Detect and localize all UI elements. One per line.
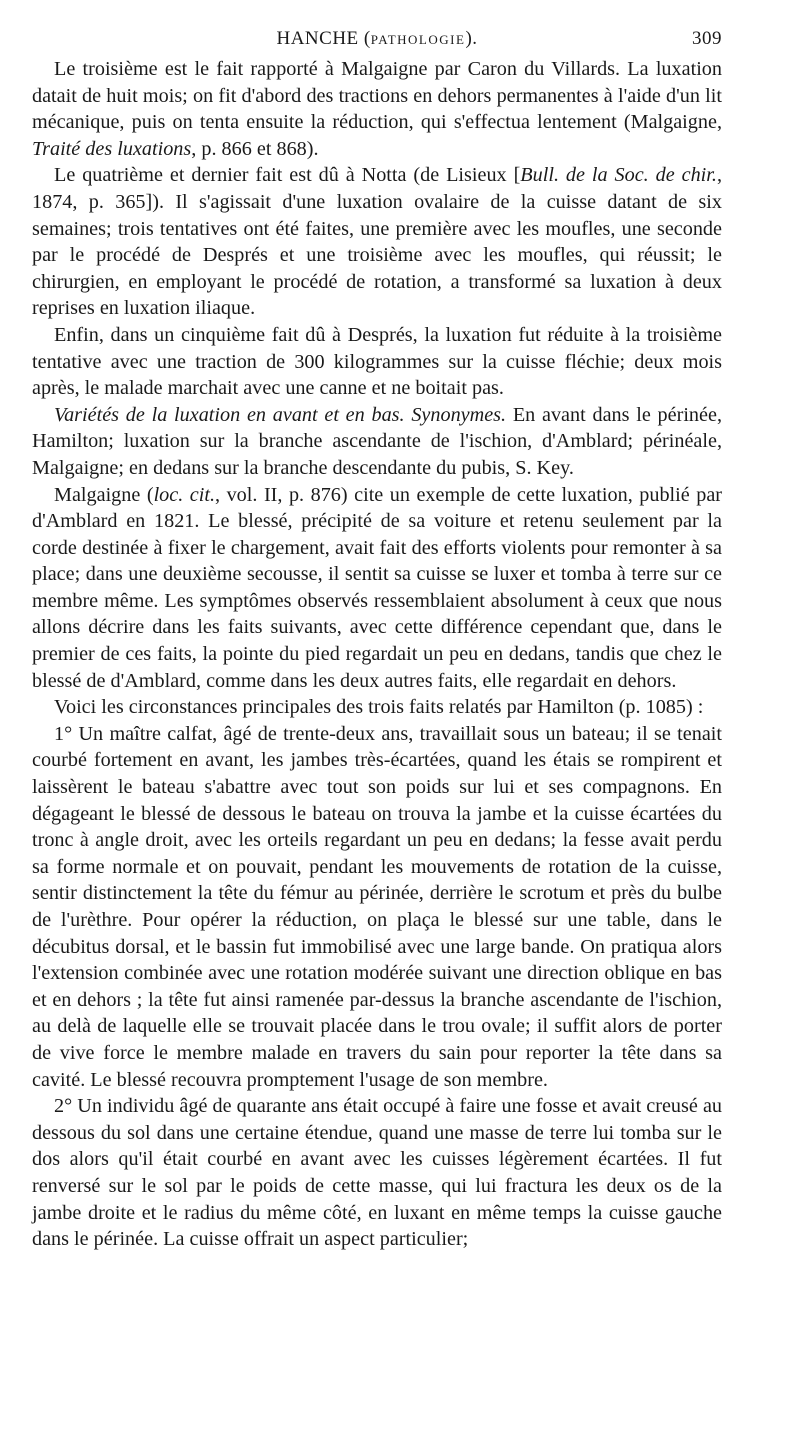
paragraph <box>32 694 722 721</box>
book-page <box>32 22 722 1253</box>
text-run: 1° Un maître calfat, âgé de trente-deux ans, travaillait sous un bateau; il se tenait courbé fortement en avant, les jambes très-écartées, quand les étais se rompirent et laissèrent le bateau s'abattre avec tout son poids sur lui et ses compagnons. En dégageant le blessé de dessous le bateau on trouva la jambe et la cuisse écartées du tronc à angle droit, avec les orteils regardant un peu en dedans; la fesse avait perdu sa forme normale et on pouvait, pendant les mouvements de rotation de la cuisse, sentir distinctement la tête du fémur au périnée, derrière le scrotum et près du bulbe de l'urèthre. Pour opérer la réduction, on plaça le blessé sur une table, dans le décubitus dorsal, et le bassin fut immobilisé avec une large bande. On pratiqua alors l'extension combinée avec une rotation modérée suivant une direction oblique en bas et en dehors ; la tête fut ainsi ramenée par-dessus la branche ascendante de l'ischion, au delà de laquelle elle se trouvait placée dans le trou ovale; il suffit alors de porter de vive force le membre malade en travers du sain pour reporter la tête dans sa cavité. Le blessé recouvra promptement l'usage de son membre. <box>32 722 722 1091</box>
running-head <box>32 22 722 56</box>
paragraph <box>32 482 722 695</box>
text-run: 2° Un individu âgé de quarante ans était occupé à faire une fosse et avait creusé au dessous du sol dans une certaine étendue, quand une masse de terre lui tomba sur le dos alors qu'il était courbé en avant avec les cuisses légèrement écartées. Il fut renversé sur le sol par le poids de cette masse, qui lui fractura les deux os de la jambe droite et le radius du même côté, en luxant en même temps la cuisse gauche dans le périnée. La cuisse offrait un aspect particulier; <box>32 1095 722 1251</box>
paragraph <box>32 1093 722 1253</box>
running-title: HANCHE (PATHOLOGIE). <box>276 28 478 49</box>
text-run: , p. 866 et 868). <box>191 137 319 160</box>
text-run: Malgaigne ( <box>54 483 154 506</box>
paragraph <box>32 56 722 162</box>
italic-text: Variétés de la luxation en avant et en bas. Synonymes. <box>54 403 507 426</box>
text-run: En avant dans le périnée, Hamilton; luxation sur la branche ascendante de l'ischion, d'Amblard; périnéale, Malgaigne; en dedans sur la branche descendante du pubis, S. Key. <box>32 403 722 479</box>
italic-text: loc. cit. <box>153 483 216 506</box>
italic-text: Bull. de la Soc. de chir. <box>520 164 717 187</box>
paragraph <box>32 162 722 322</box>
italic-text: Traité des luxations <box>32 137 192 160</box>
text-run: Le troisième est le fait rapporté à Malgaigne par Caron du Villards. La luxation datait de huit mois; on fit d'abord des tractions en dehors permanentes à l'aide d'un lit mécanique, puis on tenta ensuite la réduction, qui s'effectua lentement (Malgaigne, <box>32 58 722 134</box>
text-run: Enfin, dans un cinquième fait dû à Després, la luxation fut réduite à la troisième tentative avec une traction de 300 kilogrammes sur la cuisse fléchie; deux mois après, le malade marchait avec une canne et ne boitait pas. <box>32 323 722 400</box>
text-run: Voici les circonstances principales des trois faits relatés par Hamilton (p. 1085) : <box>54 696 704 719</box>
running-title-main: HANCHE <box>276 28 359 49</box>
body-text <box>32 56 722 1253</box>
page-number: 309 <box>692 28 722 49</box>
paragraph <box>32 322 722 402</box>
paragraph <box>32 721 722 1093</box>
running-title-sub: PATHOLOGIE <box>370 32 466 47</box>
text-run: , 1874, p. 365]). Il s'agissait d'une luxation ovalaire de la cuisse datant de six semaines; trois tentatives ont été faites, une première avec les moufles, une seconde par le procédé de Després et une troisième avec les moufles, qui réussit; le chirurgien, en employant le procédé de rotation, a transformé sa luxation à deux reprises en luxation iliaque. <box>32 164 722 320</box>
text-run: , vol. II, p. 876) cite un exemple de cette luxation, publié par d'Amblard en 1821. Le blessé, précipité de sa voiture et retenu seulement par la corde destinée à fixer le chargement, avait fait des efforts violents pour remonter à sa place; dans une deuxième secousse, il sentit sa cuisse se luxer et tomba à terre sur ce membre même. Les symptômes observés ressemblaient absolument à ceux que nous allons décrire dans les faits suivants, avec cette différence cependant que, dans le premier de ces faits, la pointe du pied regardait un peu en dedans, tandis que chez le blessé de d'Amblard, comme dans les deux autres faits, elle regardait en dehors. <box>32 483 723 692</box>
text-run: Le quatrième et dernier fait est dû à Notta (de Lisieux [ <box>54 164 521 187</box>
paragraph <box>32 402 722 482</box>
